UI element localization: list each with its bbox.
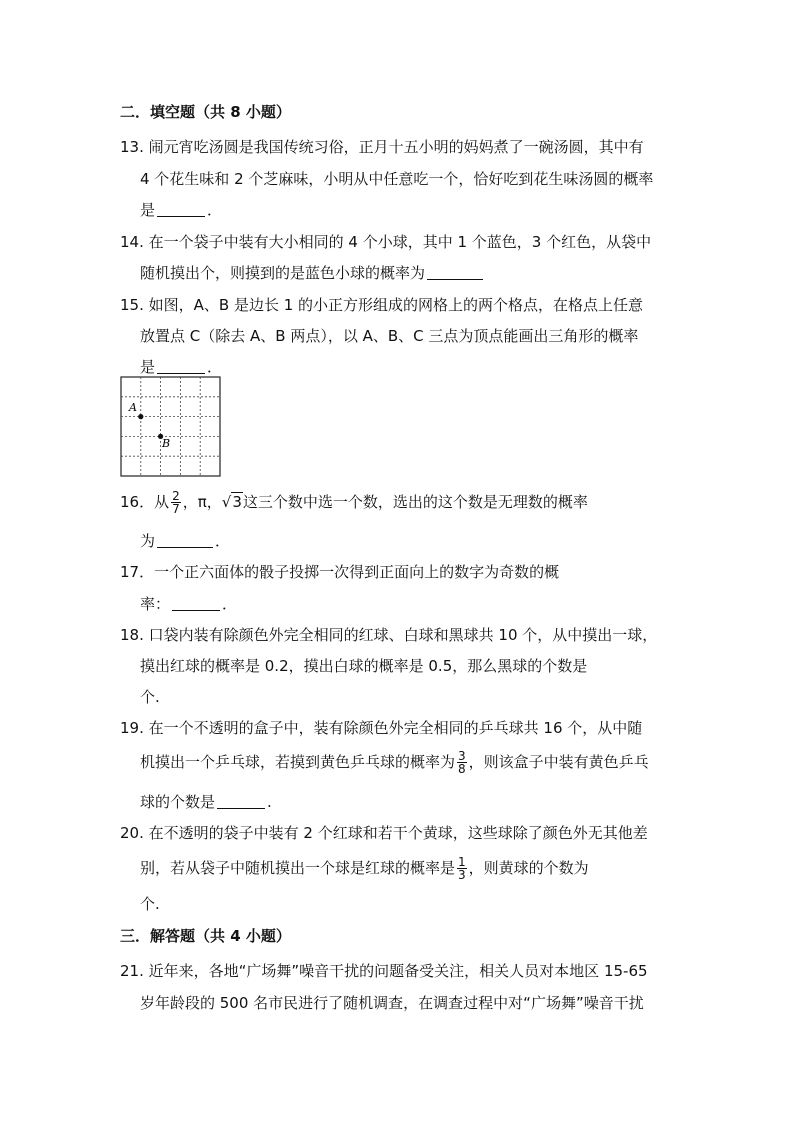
answer-blank[interactable] (157, 533, 213, 548)
question-20-line-3: 个. (140, 895, 160, 913)
question-14-line-2: 随机摸出个，则摸到的是蓝色小球的概率为 (140, 262, 485, 283)
fraction-2-7: $\frac{2}{7}$ (172, 489, 180, 516)
grid-border (121, 377, 220, 476)
question-16-number: 16． (120, 493, 155, 511)
question-13-line-1: 13. 闹元宵吃汤圆是我国传统习俗，正月十五小明的妈妈煮了一碗汤圆，其中有 (120, 138, 644, 156)
label-b: B (162, 437, 171, 450)
question-18-line-3: 个. (140, 688, 160, 706)
question-16-line-1: 16．从 $\frac{2}{7}$ ，π，√3这三个数中选一个数，选出的这个数是无理数的概率 (120, 489, 588, 516)
question-18-number: 18. (120, 626, 144, 644)
answer-blank[interactable] (217, 794, 265, 809)
sqrt-3: √3 (221, 493, 242, 511)
question-17-line-1: 17．一个正六面体的骰子投掷一次得到正面向上的数字为奇数的概 (120, 563, 560, 581)
question-21-number: 21. (120, 962, 144, 980)
answer-blank[interactable] (157, 359, 205, 374)
question-15-line-2: 放置点 C（除去 A、B 两点），以 A、B、C 三点为顶点能画出三角形的概率 (140, 327, 639, 345)
label-a: A (129, 401, 137, 414)
question-19-number: 19. (120, 719, 144, 737)
question-15-line-1: 15. 如图，A、B 是边长 1 的小正方形组成的网格上的两个格点，在格点上任意 (120, 296, 644, 314)
point-a (138, 414, 143, 419)
answer-blank[interactable] (172, 596, 220, 611)
question-21-line-1: 21. 近年来，各地“广场舞”噪音干扰的问题备受关注，相关人员对本地区 15-65 (120, 962, 648, 980)
question-13-line-2: 4 个花生味和 2 个芝麻味，小明从中任意吃一个，恰好吃到花生味汤圆的概率 (140, 170, 654, 188)
question-15-number: 15. (120, 296, 144, 314)
grid-lines (121, 377, 220, 476)
question-13-line-3: 是 ． (140, 201, 223, 219)
question-14-line-1: 14. 在一个袋子中装有大小相同的 4 个小球，其中 1 个蓝色，3 个红色，从袋中 (120, 233, 652, 251)
section-answer-title: 三．解答题（共 4 小题） (120, 927, 291, 945)
question-13-number: 13. (120, 138, 144, 156)
answer-blank[interactable] (157, 202, 205, 217)
question-20-line-2: 别，若从袋子中随机摸出一个球是红球的概率是 $\frac{1}{3}$ ，则黄球的个数为 (140, 855, 589, 882)
question-20-line-1: 20. 在不透明的袋子中装有 2 个红球和若干个黄球，这些球除了颜色外无其他差 (120, 824, 648, 842)
question-18-line-1: 18. 口袋内装有除颜色外完全相同的红球、白球和黑球共 10 个，从中摸出一球， (120, 626, 658, 644)
question-19-line-2: 机摸出一个乒乓球，若摸到黄色乒乓球的概率为 $\frac{3}{8}$ ，则该盒子中装有黄色乒乓 (140, 749, 649, 776)
fraction-3-8: $\frac{3}{8}$ (458, 749, 466, 776)
question-14-number: 14. (120, 233, 144, 251)
question-19-line-1: 19. 在一个不透明的盒子中，装有除颜色外完全相同的乒乓球共 16 个，从中随 (120, 719, 643, 737)
question-17-line-2: 率： ． (140, 595, 238, 613)
question-21-line-2: 岁年龄段的 500 名市民进行了随机调查，在调查过程中对“广场舞”噪音干扰 (140, 994, 644, 1012)
section-fill-in-title: 二．填空题（共 8 小题） (120, 103, 291, 121)
grid-figure (120, 376, 222, 478)
question-19-line-3: 球的个数是 . (140, 793, 272, 811)
question-16-line-2: 为 ． (140, 532, 231, 550)
question-20-number: 20. (120, 824, 144, 842)
fraction-1-3: $\frac{1}{3}$ (458, 855, 466, 882)
answer-blank[interactable] (427, 265, 483, 280)
question-17-number: 17． (120, 563, 155, 581)
question-15-line-3: 是 ． (140, 358, 223, 376)
question-18-line-2: 摸出红球的概率是 0.2，摸出白球的概率是 0.5，那么黑球的个数是 (140, 657, 588, 675)
